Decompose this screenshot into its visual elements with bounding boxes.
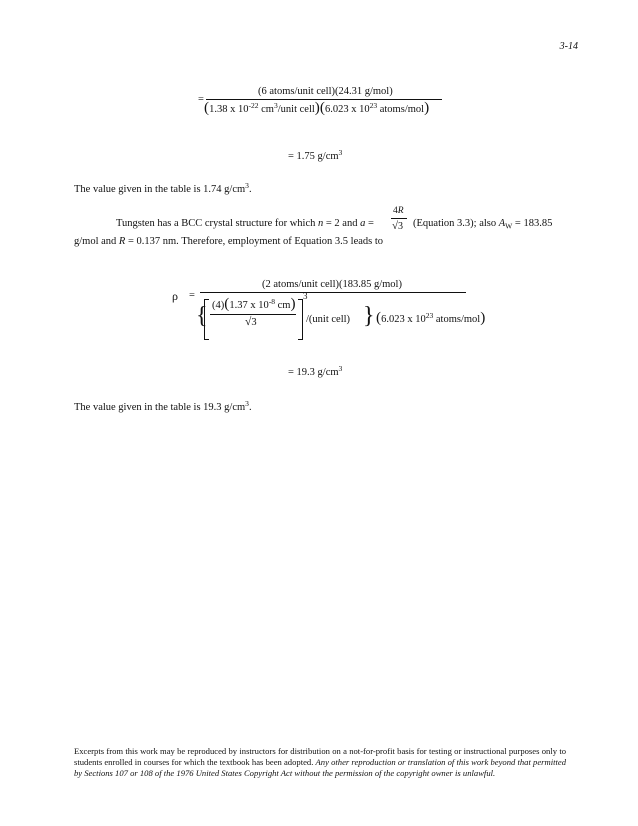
para-line-1b: (Equation 3.3); also $A_W = 183.85$ [413, 218, 553, 231]
eq2-unit-cell: /(unit cell) [306, 314, 351, 325]
eq2-fraction-line [200, 292, 466, 293]
a-fraction-denominator: √3 [392, 220, 404, 232]
para-line-2: g/mol and R = 0.137 nm. Therefore, employment of Equation 3.5 leads to [74, 236, 384, 247]
eq2-avogadro: (6.023 x $10^{23}$ atoms/mol) [376, 309, 486, 326]
result-2: = 19.3 $g/cm^3$ [288, 363, 343, 378]
eq2-square-bracket-right [298, 299, 303, 340]
para-line-1a: Tungsten has a BCC crystal structure for which n = 2 and a = [116, 218, 374, 229]
eq2-cube-exponent: 3 [303, 291, 308, 301]
eq1-denominator: (1.38 x $10^{-22}$ $cm^3$/unit cell)(6.023 x $10^{23}$ atoms/mol) [204, 99, 430, 116]
eq2-equals: = [189, 290, 195, 301]
eq1-numerator: (6 atoms/unit cell)(24.31 g/mol) [258, 86, 393, 97]
copyright-footer: Excerpts from this work may be reproduced by instructors for distribution on a not-for-profit basis for testing or instructional purposes only to students enrolled in courses for which the textbook has been adopted. Any other reproduction or translation of this work beyond that permitted by Sections 107 or 108 of the 1976 United States Copyright Act without the permission of the copyright owner is unlawful. [74, 746, 566, 778]
eq1-equals: = [198, 94, 204, 105]
rho-symbol: ρ [172, 289, 178, 303]
eq2-numerator: (2 atoms/unit cell)(183.85 g/mol) [262, 279, 402, 290]
table-value-2: The value given in the table is 19.3 $g/cm^3$. [74, 398, 252, 413]
eq2-square-bracket-left [204, 299, 209, 340]
table-value-1: The value given in the table is 1.74 $g/cm^3$. [74, 180, 252, 195]
a-fraction-line [391, 218, 407, 219]
result-1: = 1.75 $g/cm^3$ [288, 147, 343, 162]
eq2-inner-denominator: √3 [245, 316, 257, 328]
eq2-inner-fraction-line [210, 314, 296, 315]
page-number: 3-14 [559, 41, 578, 52]
a-fraction-numerator: 4R [393, 206, 404, 216]
eq2-inner-numerator: (4)(1.37 x $10^{-8}$ cm) [212, 295, 296, 312]
